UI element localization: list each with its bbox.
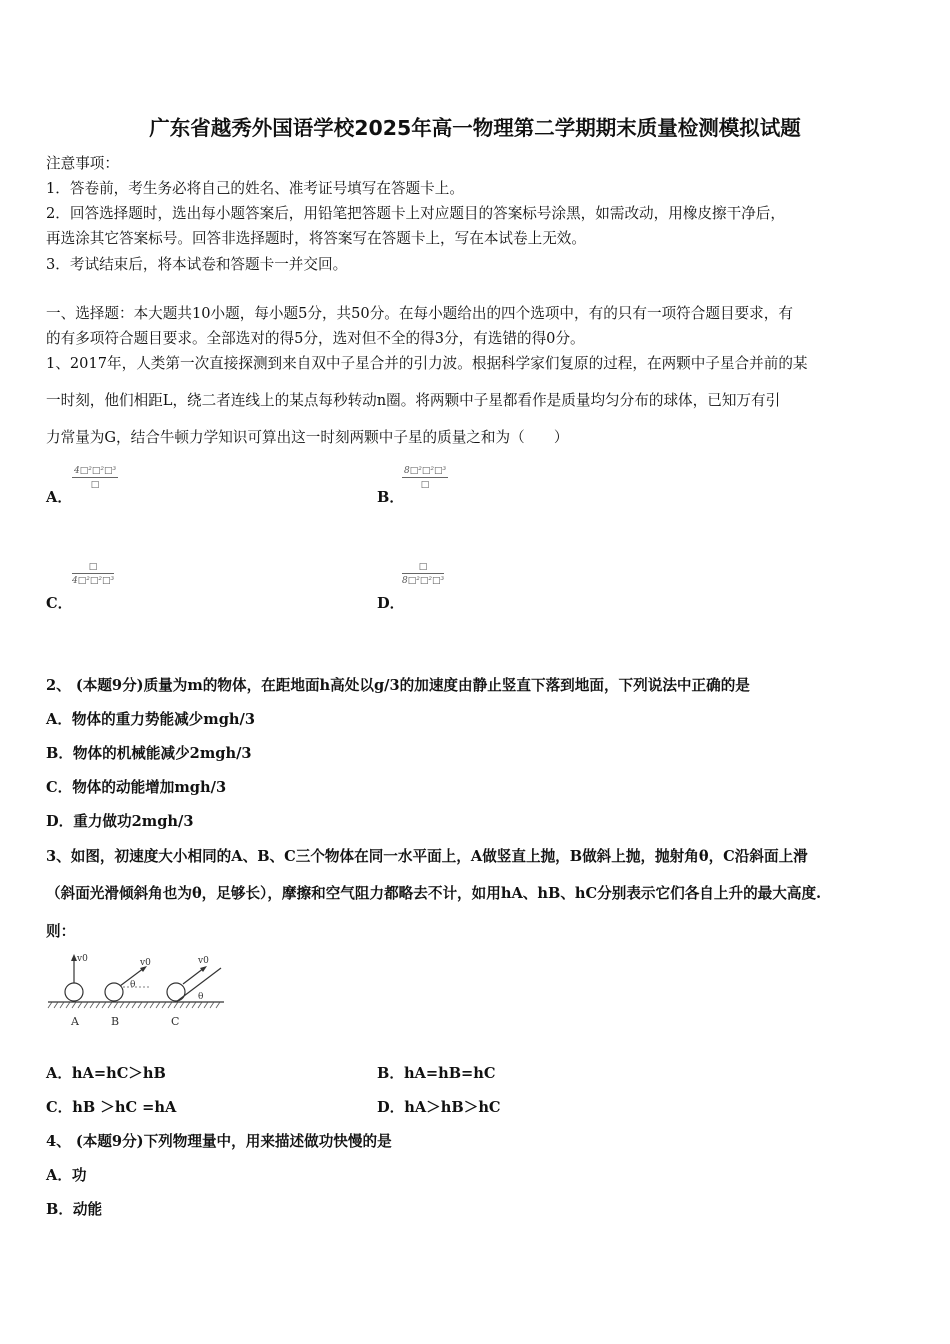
q1-option-b-label: B． — [377, 489, 404, 506]
q1-stem-2: 一时刻，他们相距L，绕二者连线上的某点每秒转动n圈。将两颗中子星都看作是质量均匀分布的球体，已知万有引 — [46, 392, 781, 409]
q3-option-c-text: hB ＞hC =hA — [72, 1099, 177, 1116]
q3-option-b-label: B． — [377, 1065, 404, 1082]
q1-option-a-den: □ — [90, 480, 100, 490]
q2-option-c: C．物体的动能增加mgh/3 — [46, 779, 227, 796]
notice-heading: 注意事项： — [46, 155, 119, 172]
label-v0-b: v0 — [140, 958, 151, 968]
q1-stem-1: 1、2017年，人类第一次直接探测到来自双中子星合并的引力波。根据科学家们复原的过程，在两颗中子星合并前的某 — [46, 355, 808, 372]
q2-stem: 2、 (本题9分)质量为m的物体，在距地面h高处以g/3的加速度由静止竖直下落到地面，下列说法中正确的是 — [46, 677, 750, 694]
q3-option-a — [46, 1062, 166, 1083]
q3-option-c-label: C． — [46, 1099, 73, 1116]
label-v0-c: v0 — [198, 956, 209, 966]
q3-option-a-text: hA=hC＞hB — [71, 1065, 166, 1082]
q1-option-c-num: □ — [72, 562, 114, 574]
q1-option-b-formula — [402, 466, 448, 490]
q3-option-d — [377, 1096, 501, 1117]
notice-item-2-cont: 再选涂其它答案标号。回答非选择题时，将答案写在答题卡上，写在本试卷上无效。 — [46, 230, 586, 247]
q1-option-d-label: D． — [377, 595, 405, 612]
q3-option-d-text: hA＞hB＞hC — [404, 1099, 501, 1116]
q4-option-b: B．动能 — [46, 1201, 103, 1218]
notice-item-2: 2．回答选择题时，选出每小题答案后，用铅笔把答题卡上对应题目的答案标号涂黑，如需改动，用橡皮擦干净后， — [46, 205, 785, 222]
q1-option-d-num: □ — [402, 562, 444, 574]
q1-option-c-den: 4□²□²□³ — [72, 576, 115, 586]
q1-option-a-num: 4□²□²□³ — [74, 466, 117, 476]
label-theta-b: θ — [130, 980, 136, 990]
label-a: A — [71, 1015, 79, 1028]
section-instructions-1: 一、选择题：本大题共10小题，每小题5分，共50分。在每小题给出的四个选项中，有的只有一项符合题目要求，有 — [46, 305, 793, 322]
q1-option-d-den: 8□²□²□³ — [402, 576, 445, 586]
ball-a — [65, 983, 83, 1001]
label-c: C — [171, 1015, 180, 1028]
notice-item-3: 3．考试结束后，将本试卷和答题卡一并交回。 — [46, 256, 348, 273]
q1-option-b-num: 8□²□²□³ — [404, 466, 447, 476]
page-title: 广东省越秀外国语学校2025年高一物理第二学期期末质量检测模拟试题 — [149, 116, 801, 140]
q1-option-a-formula — [72, 466, 118, 490]
q1-stem-3: 力常量为G，结合牛顿力学知识可算出这一时刻两颗中子星的质量之和为（ ） — [46, 429, 569, 446]
q3-option-d-label: D． — [377, 1099, 405, 1116]
q1-option-c-label: C． — [46, 595, 73, 612]
ball-c — [167, 983, 185, 1001]
q1-option-b-den: □ — [420, 480, 430, 490]
q3-projectile-figure — [46, 950, 231, 1035]
q1-option-d-formula — [402, 562, 444, 586]
label-v0-a: v0 — [77, 954, 88, 964]
q4-option-a: A．功 — [46, 1167, 87, 1184]
q3-stem-1: 3、如图，初速度大小相同的A、B、C三个物体在同一水平面上，A做竖直上抛，B做斜上抛，抛射角θ，C沿斜面上滑 — [46, 848, 808, 865]
q2-option-d: D．重力做功2mgh/3 — [46, 813, 194, 830]
q1-option-c-formula — [72, 562, 114, 586]
q2-option-a: A．物体的重力势能减少mgh/3 — [46, 711, 256, 728]
q2-option-b: B．物体的机械能减少2mgh/3 — [46, 745, 252, 762]
section-instructions-2: 的有多项符合题目要求。全部选对的得5分，选对但不全的得3分，有选错的得0分。 — [46, 330, 585, 347]
label-b: B — [111, 1015, 120, 1028]
label-theta-c: θ — [198, 992, 204, 1002]
q1-option-a-label: A． — [46, 489, 72, 506]
q4-stem: 4、 (本题9分)下列物理量中，用来描述做功快慢的是 — [46, 1133, 392, 1150]
q3-stem-3: 则： — [46, 923, 76, 940]
q3-option-a-label: A． — [46, 1065, 72, 1082]
q3-option-c — [46, 1096, 176, 1117]
notice-item-1: 1．答卷前，考生务必将自己的姓名、准考证号填写在答题卡上。 — [46, 180, 464, 197]
q3-option-b — [377, 1062, 496, 1083]
q3-stem-2: （斜面光滑倾斜角也为θ，足够长），摩擦和空气阻力都略去不计，如用hA、hB、hC分别表示它们各自上升的最大高度. — [46, 885, 822, 902]
q3-option-b-text: hA=hB=hC — [403, 1065, 496, 1082]
